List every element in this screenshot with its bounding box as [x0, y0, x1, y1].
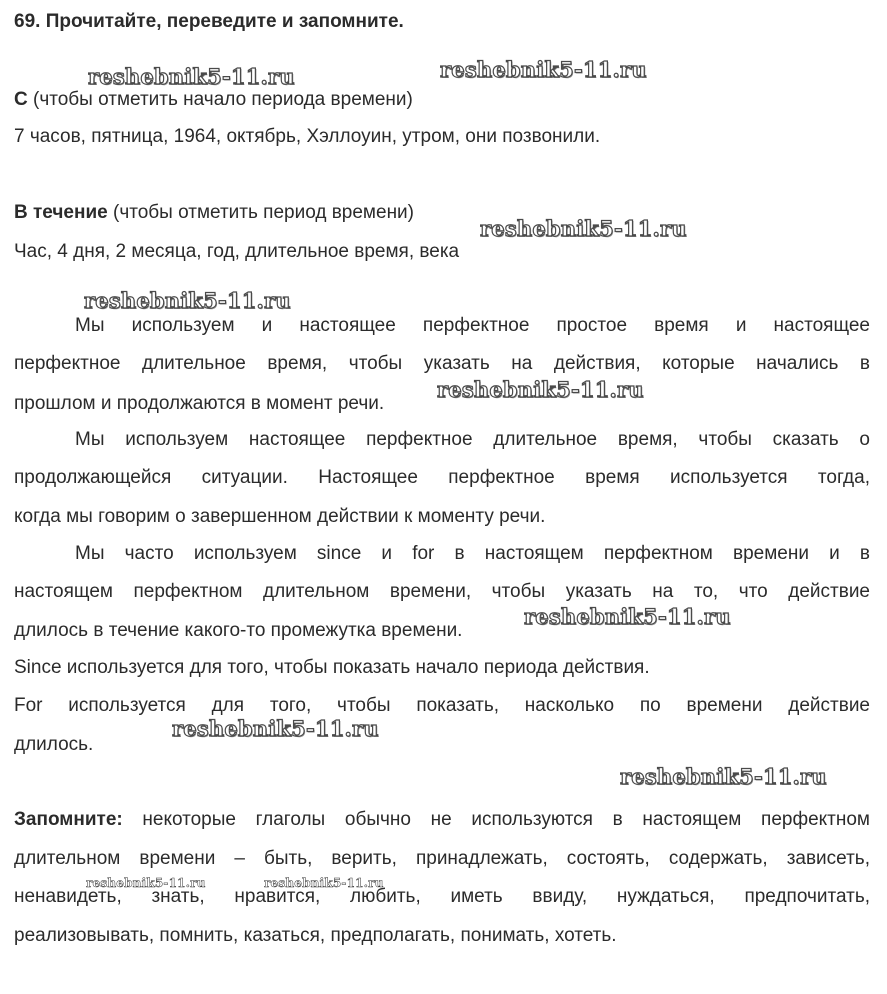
since-examples: 7 часов, пятница, 1964, октябрь, Хэллоуин, утром, они позвонили.	[14, 126, 601, 147]
watermark: reshebnik5-11.ru	[524, 604, 731, 629]
since-note: (чтобы отметить начало периода времени)	[27, 89, 413, 110]
remember-line2: длительном времени – быть, верить, принадлежать, состоять, содержать, зависеть,	[14, 848, 870, 869]
paragraph1-line2: перфектное длительное время, чтобы указать на действия, которые начались в	[14, 353, 870, 374]
for-term: В течение	[14, 202, 108, 223]
remember-line1	[14, 808, 870, 832]
since-heading	[14, 88, 413, 112]
remember-label: Запомните:	[14, 809, 123, 830]
paragraph2-line3: когда мы говорим о завершенном действии к моменту речи.	[14, 506, 546, 527]
watermark: reshebnik5-11.ru	[86, 876, 206, 890]
paragraph1-line3: прошлом и продолжаются в момент речи.	[14, 393, 385, 414]
watermark: reshebnik5-11.ru	[480, 216, 687, 241]
for-note: (чтобы отметить период времени)	[107, 202, 414, 223]
watermark: reshebnik5-11.ru	[264, 876, 384, 890]
remember-text-1: некоторые глаголы обычно не используются в настоящем перфектном	[122, 809, 870, 830]
for-examples: Час, 4 дня, 2 месяца, год, длительное время, века	[14, 241, 460, 262]
for-usage-line2: длилось.	[14, 734, 94, 755]
for-usage-line1: For используется для того, чтобы показать, насколько по времени действие	[14, 695, 870, 716]
paragraph3-line3: длилось в течение какого-то промежутка времени.	[14, 620, 463, 641]
watermark: reshebnik5-11.ru	[84, 288, 291, 313]
watermark: reshebnik5-11.ru	[620, 764, 827, 789]
watermark: reshebnik5-11.ru	[88, 64, 295, 89]
remember-line4: реализовывать, помнить, казаться, предполагать, понимать, хотеть.	[14, 925, 617, 946]
exercise-title: 69. Прочитайте, переведите и запомните.	[14, 11, 404, 32]
paragraph3-line1: Мы часто используем since и for в настоящем перфектном времени и в	[75, 543, 870, 564]
paragraph3-line2: настоящем перфектном длительном времени, чтобы указать на то, что действие	[14, 581, 870, 602]
remember-line3: ненавидеть, знать, нравится, любить, иметь ввиду, нуждаться, предпочитать,	[14, 886, 870, 907]
watermark: reshebnik5-11.ru	[172, 716, 379, 741]
for-heading	[14, 201, 414, 225]
paragraph2-line2: продолжающейся ситуации. Настоящее перфектное время используется тогда,	[14, 467, 870, 488]
watermark: reshebnik5-11.ru	[437, 377, 644, 402]
paragraph2-line1: Мы используем настоящее перфектное длительное время, чтобы сказать о	[75, 429, 870, 450]
since-term: С	[14, 89, 28, 110]
paragraph1-line1: Мы используем и настоящее перфектное простое время и настоящее	[75, 315, 870, 336]
watermark: reshebnik5-11.ru	[440, 57, 647, 82]
since-usage: Since используется для того, чтобы показать начало периода действия.	[14, 657, 650, 678]
